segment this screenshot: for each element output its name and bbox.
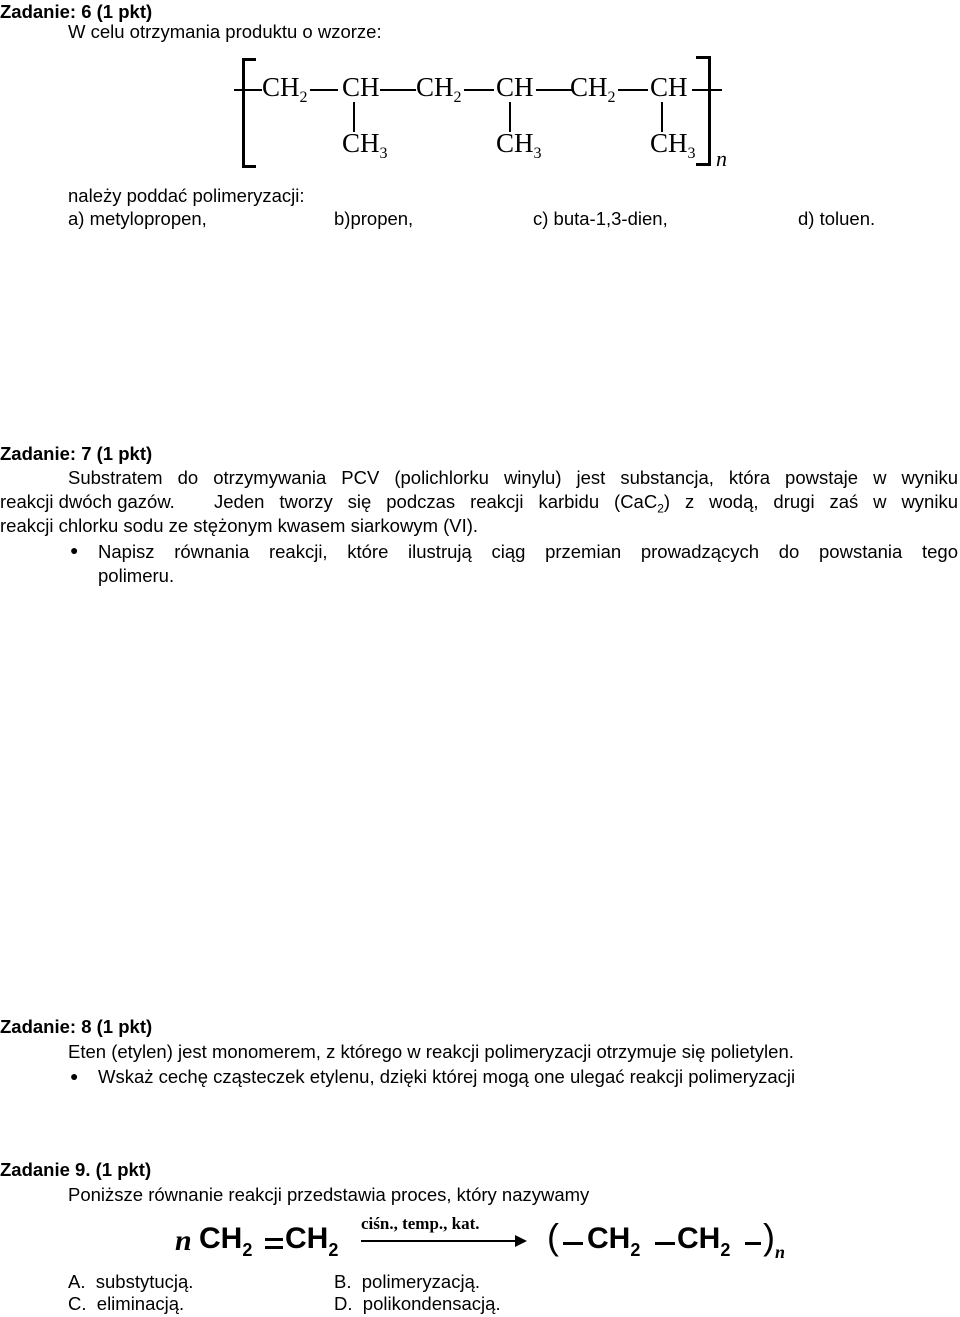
task7-line4: reakcji chlorku sodu ze stężonym kwasem siarkowym (VI).	[0, 515, 479, 536]
methyl-substituent-3: $CH_3$	[650, 128, 696, 162]
bullet-icon: ●	[70, 542, 79, 558]
methyl-substituent-2: $CH_3$	[496, 128, 542, 162]
arrow-label: ciśn., temp., kat.	[361, 1214, 480, 1233]
task9-header: Zadanie 9. (1 pkt)	[0, 1159, 152, 1180]
answer-b: B. polimeryzacją.	[334, 1271, 481, 1292]
task7-header: Zadanie: 7 (1 pkt)	[0, 443, 153, 464]
option-a: a) metylopropen,	[68, 208, 207, 229]
chain-unit-4: CH	[496, 72, 534, 102]
coefficient-n: n	[175, 1224, 192, 1257]
polymer-formula	[230, 52, 740, 177]
chain-unit-3: $CH_2$	[416, 72, 462, 106]
task8-bullet: Wskaż cechę cząsteczek etylenu, dzięki której mogą one ulegać reakcji polimeryzacji	[98, 1066, 796, 1087]
task6-question: należy poddać polimeryzacji:	[68, 185, 305, 206]
reaction-equation	[175, 1210, 795, 1270]
polyethylene-ch2-1: $CH_2$	[587, 1222, 641, 1260]
answer-a: A. substytucją.	[68, 1271, 194, 1292]
reaction-arrow	[361, 1240, 521, 1242]
ethylene-ch2-right: $CH_2$	[285, 1222, 339, 1260]
close-paren: )	[763, 1216, 775, 1257]
task9-intro: Poniższe równanie reakcji przedstawia proces, który nazywamy	[68, 1184, 590, 1205]
task6-header: Zadanie: 6 (1 pkt)	[0, 1, 153, 22]
chain-unit-6: CH	[650, 72, 688, 102]
ethylene-ch2-left: $CH_2$	[199, 1222, 253, 1260]
task6-intro: W celu otrzymania produktu o wzorze:	[68, 21, 382, 42]
methyl-substituent-1: $CH_3$	[342, 128, 388, 162]
open-paren: (	[547, 1216, 559, 1257]
task7-line1: Substratem do otrzymywania PCV (polichlorku winylu) jest substancja, która powstaje w wyniku	[68, 467, 958, 488]
task7-bullet-line1: Napisz równania reakcji, które ilustrują ciąg przemian prowadzących do powstania tego	[98, 541, 958, 562]
bullet-icon: ●	[70, 1068, 79, 1084]
task7-line2: reakcji dwóch gazów.	[0, 491, 175, 512]
polymer-n-index: n	[775, 1242, 786, 1262]
option-b: b)propen,	[334, 208, 414, 229]
answer-d: D. polikondensacją.	[334, 1293, 501, 1314]
task7-line3: Jeden tworzy się podczas reakcji karbidu (CaC$_2$) z wodą, drugi zaś w wyniku	[214, 491, 958, 516]
task8-header: Zadanie: 8 (1 pkt)	[0, 1016, 153, 1037]
option-d: d) toluen.	[798, 208, 876, 229]
chain-unit-1: $CH_2$	[262, 72, 308, 106]
task7-bullet-line2: polimeru.	[98, 565, 175, 586]
polymer-n-index: n	[716, 146, 727, 171]
answer-c: C. eliminacją.	[68, 1293, 185, 1314]
chain-unit-2: CH	[342, 72, 380, 102]
arrow-head-icon	[515, 1235, 527, 1247]
option-c: c) buta-1,3-dien,	[533, 208, 668, 229]
polyethylene-ch2-2: $CH_2$	[677, 1222, 731, 1260]
chain-unit-5: $CH_2$	[570, 72, 616, 106]
task8-line1: Eten (etylen) jest monomerem, z którego w reakcji polimeryzacji otrzymuje się polietylen.	[68, 1041, 794, 1062]
